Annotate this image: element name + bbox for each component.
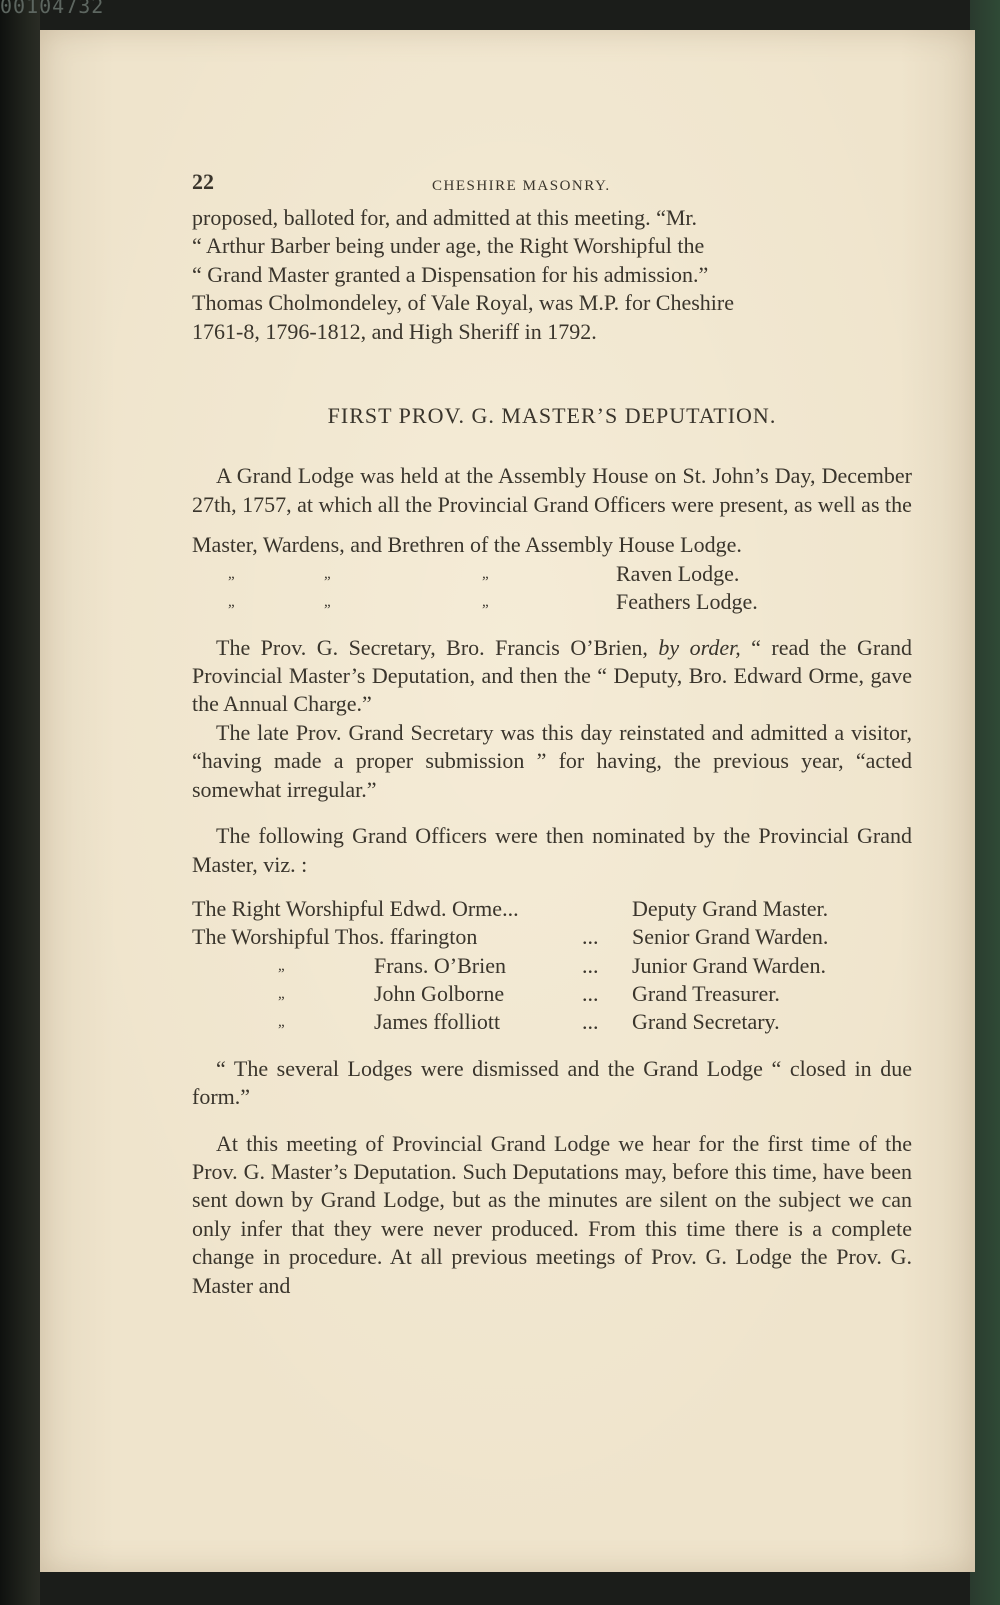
emphasis-text: by order,	[658, 634, 741, 660]
officer-list	[192, 895, 912, 1037]
scan-identifier: 00104732	[0, 0, 105, 18]
lodge-row	[192, 560, 912, 588]
lodge-list	[192, 531, 912, 615]
officer-row	[192, 895, 912, 923]
ditto-mark: „	[278, 957, 285, 974]
paragraph-deputation-read	[192, 634, 912, 719]
officer-office: Grand Treasurer.	[632, 981, 780, 1007]
officer-name: The Right Worshipful Edwd. Orme...	[192, 895, 519, 921]
lodge-row	[192, 588, 912, 616]
officer-row	[192, 1008, 912, 1036]
ditto-mark: „	[324, 593, 331, 610]
ditto-mark: „	[482, 593, 489, 610]
page-number: 22	[192, 169, 214, 194]
book-page	[40, 30, 975, 1572]
text-run: “ read the Grand Provincial Master’s Deputation, and then the “ Deputy, Bro. Edward Orme, gave the Annual Charge.”	[192, 634, 912, 717]
officer-office: Grand Secretary.	[632, 1009, 780, 1035]
officer-name: James ffolliott	[374, 1009, 501, 1035]
intro-line: proposed, balloted for, and admitted at this meeting. “Mr.	[192, 205, 698, 230]
running-head	[192, 168, 912, 204]
paragraph-nominated: The following Grand Officers were then nominated by the Provincial Grand Master, viz. :	[192, 823, 912, 877]
paragraph-grand-lodge: A Grand Lodge was held at the Assembly House on St. John’s Day, December 27th, 1757, at which all the Provincial Grand Officers were present, as well as the	[192, 463, 912, 517]
intro-paragraph	[192, 204, 912, 346]
section-heading: FIRST PROV. G. MASTER’S DEPUTATION.	[327, 403, 777, 429]
page-content	[192, 168, 912, 1300]
officer-row	[192, 952, 912, 980]
paragraph-reinstated: The late Prov. Grand Secretary was this day reinstated and admitted a visitor, “having made a proper submission ” for having, the previous year, “acted somewhat irregular.”	[192, 719, 912, 802]
officer-office: Senior Grand Warden.	[632, 924, 829, 950]
ditto-mark: „	[278, 1014, 285, 1031]
leader-dots: ...	[582, 981, 599, 1007]
ditto-mark: „	[324, 565, 331, 582]
ditto-mark: „	[228, 593, 235, 610]
intro-line: Thomas Cholmondeley, of Vale Royal, was M.P. for Cheshire	[192, 290, 734, 316]
paragraph-closed: “ The several Lodges were dismissed and the Grand Lodge “ closed in due form.”	[192, 1055, 912, 1110]
officer-name: John Golborne	[374, 981, 505, 1007]
lodge-name: Feathers Lodge.	[616, 588, 758, 614]
intro-line: “ Grand Master granted a Dispensation for his admission.”	[192, 261, 709, 287]
intro-line: 1761-8, 1796-1812, and High Sheriff in 1792.	[192, 318, 597, 344]
officer-row	[192, 923, 912, 951]
officer-row	[192, 980, 912, 1008]
officer-name: The Worshipful Thos. ffarington	[192, 924, 478, 950]
ditto-mark: „	[228, 565, 235, 582]
officer-name: Frans. O’Brien	[374, 952, 506, 978]
lodge-first-line: Master, Wardens, and Brethren of the Assembly House Lodge.	[192, 532, 742, 558]
intro-line: “ Arthur Barber being under age, the Right Worshipful the	[192, 233, 705, 259]
scan-left-edge	[0, 0, 40, 1605]
officer-office: Junior Grand Warden.	[632, 952, 826, 978]
running-title: CHESHIRE MASONRY.	[432, 178, 611, 194]
lodge-name: Raven Lodge.	[616, 560, 740, 586]
ditto-mark: „	[482, 565, 489, 582]
leader-dots: ...	[582, 924, 599, 950]
text-run: The Prov. G. Secretary, Bro. Francis O’Brien,	[216, 634, 659, 660]
leader-dots: ...	[582, 1009, 599, 1035]
officer-office: Deputy Grand Master.	[632, 895, 829, 921]
ditto-mark: „	[278, 986, 285, 1003]
paragraph-commentary: At this meeting of Provincial Grand Lodge we hear for the first time of the Prov. G. Master’s Deputation. Such Deputations may, before this time, have been sent down by Grand Lodge, but as the minutes are silent on the subject we can only infer that they were never produced. From this time there is a complete change in procedure. At all previous meetings of Prov. G. Lodge the Prov. G. Master and	[192, 1130, 912, 1298]
leader-dots: ...	[582, 952, 599, 978]
